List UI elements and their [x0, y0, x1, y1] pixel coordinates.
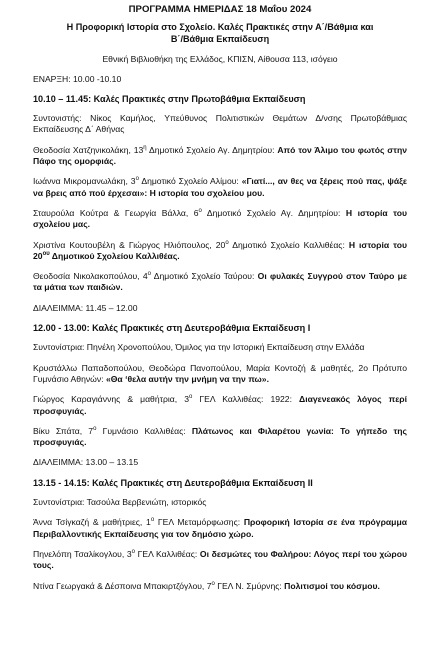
talk-speaker: Άννα Τσίγκαζή & μαθήτριες, 1 [33, 517, 151, 528]
talk-title-part: Δημοτικού Σχολείου Καλλιθέας. [49, 250, 180, 261]
talk-speaker: Γιώργος Καραγιάννης & μαθήτρια, 3 [33, 394, 189, 405]
talk-entry [33, 517, 407, 540]
opening-time: ΕΝΑΡΞΗ: 10.00 -10.10 [33, 73, 122, 84]
subtitle-line-2: Β΄/Βάθμια Εκπαίδευση [170, 34, 270, 45]
talk-school: ΓΕΛ Καλλιθέας: [135, 548, 200, 559]
ordinal-suffix: ο [147, 271, 151, 278]
talk-school: Δημοτικό Σχολείο Αγ. Δημητρίου: [146, 144, 278, 155]
ordinal-suffix: ο [198, 208, 202, 215]
talk-school: Δημοτικό Σχολείο Ταύρου: [150, 271, 258, 282]
talk-speaker: Θεοδοσία Χατζηνικολάκη, 13 [33, 144, 144, 155]
talk-speaker: Χριστίνα Κουτουβέλη & Γιώργος Ηλιόπουλος, 20 [33, 239, 226, 250]
ordinal-suffix: ου [42, 251, 50, 257]
talk-school: ΓΕΛ Καλλιθέας: 1922: [192, 394, 300, 405]
talk-title-part: Η ιστορία του 20 [33, 239, 407, 261]
venue: Εθνική Βιβλιοθήκη της Ελλάδος, ΚΠΙΣΝ, Αίθουσα 113, ισόγειο [102, 54, 338, 65]
event-subtitle [33, 21, 407, 45]
talk-school: ΓΕΛ Ν. Σμύρνης: [214, 580, 285, 591]
session-3-coordinator: Συντονίστρια: Τασούλα Βερβενιώτη, ιστορικός [33, 497, 207, 508]
talk-title: Διαγενεακός λόγος περί προσφυγιάς. [33, 394, 407, 416]
talk-entry [33, 549, 407, 572]
talk-entry [33, 363, 407, 386]
talk-entry [33, 394, 407, 417]
break-2: ΔΙΑΛΕΙΜΜΑ: 13.00 – 13.15 [33, 457, 139, 468]
talk-speaker: Θεοδοσία Νικολακοπούλου, 4 [33, 271, 148, 282]
talk-school: Γυμνάσιο Καλλιθέας: [96, 425, 192, 436]
talk-title: Προφορική Ιστορία σε ένα πρόγραμμα Περιβαλλοντικής Εκπαίδευσης για τον δημόσιο χώρο. [33, 517, 407, 539]
ordinal-suffix: ο [150, 517, 155, 524]
talk-entry [33, 145, 407, 168]
talk-speaker: Κρυστάλλω Παπαδοπούλου, Θεοδώρα Πανοπούλου, Μαρία Κοντοζή & μαθητές, 2ο Πρότυπο Γυμνάσιο Αθηνών: [33, 362, 407, 384]
break-1: ΔΙΑΛΕΙΜΜΑ: 11.45 – 12.00 [33, 302, 138, 313]
session-2-coordinator: Συντονίστρια: Πηνέλη Χρονοπούλου, Όμιλος για την Ιστορική Εκπαίδευση στην Ελλάδα [33, 342, 365, 353]
talk-title: «Γιατί..., αν θες να ξέρεις πού πας, ψάξε να βρεις από πού έρχεσαι»: Η ιστορία του σχολείου μου. [33, 176, 408, 198]
subtitle-line-1: Η Προφορική Ιστορία στο Σχολείο. Καλές Πρακτικές στην Α΄/Βάθμια και [66, 22, 374, 33]
talk-speaker: Πηνελόπη Τσαλίκογλου, 3 [33, 548, 132, 559]
session-1-coordinator: Συντονιστής: Νίκος Καμήλος, Υπεύθυνος Πολιτιστικών Θεμάτων Δ/νσης Πρωτοβάθμιας Εκπαίδευσης Δ΄ Αθήνας [33, 113, 407, 135]
talk-title: Πλάτωνος και Φιλαρέτου γωνία: Το γήπεδο της προσφυγιάς. [33, 425, 407, 448]
talk-title: Πολιτισμοί του κόσμου. [284, 580, 380, 591]
talk-title: Από τον Άλιμο του φωτός στην Πάφο της ομορφιάς. [33, 144, 407, 167]
talk-school: Δημοτικό Σχολείο Καλλιθέας: [228, 239, 349, 250]
ordinal-suffix: η [143, 144, 147, 151]
ordinal-suffix: ο [225, 239, 229, 246]
talk-title: Οι δεσμώτες του Φαλήρου: Λόγος περί του χώρου τους. [33, 548, 407, 571]
talk-entry [33, 581, 407, 592]
ordinal-suffix: ο [189, 394, 193, 401]
ordinal-suffix: ο [131, 549, 136, 556]
talk-title: «Θα ‘θελα αυτήν την μνήμη να την πω». [105, 373, 269, 384]
talk-title: Οι φυλακές Συγγρού στον Ταύρο με τα μάτια των παιδιών. [33, 271, 408, 293]
session-3-heading: 13.15 - 14.15: Καλές Πρακτικές στη Δευτεροβάθμια Εκπαίδευση ΙΙ [33, 477, 313, 488]
talk-speaker: Βίκυ Σπάτα, 7 [33, 425, 94, 436]
session-2-heading: 12.00 - 13.00: Καλές Πρακτικές στη Δευτεροβάθμια Εκπαίδευση Ι [33, 323, 311, 334]
session-1-heading: 10.10 – 11.45: Καλές Πρακτικές στην Πρωτοβάθμια Εκπαίδευση [33, 93, 306, 104]
program-title: ΠΡΟΓΡΑΜΜΑ ΗΜΕΡΙΔΑΣ 18 Μαΐου 2024 [128, 4, 312, 15]
talk-speaker: Σταυρούλα Κούτρα & Γεωργία Βάλλα, 6 [33, 207, 199, 218]
talk-school: Δημοτικό Σχολείο Αγ. Δημητρίου: [201, 207, 346, 218]
talk-speaker: Ντίνα Γεωργακά & Δέσποινα Μπακιρτζόγλου, 7 [33, 580, 212, 591]
ordinal-suffix: ο [135, 176, 139, 183]
talk-title: Η ιστορία του σχολείου μας. [33, 207, 408, 230]
talk-entry [33, 426, 407, 449]
talk-school: ΓΕΛ Μεταμόρφωσης: [154, 517, 244, 528]
talk-entry [33, 240, 407, 263]
talk-entry [33, 271, 407, 294]
talk-entry [33, 176, 407, 199]
ordinal-suffix: ο [211, 580, 215, 587]
talk-speaker: Ιωάννα Μικρομανωλάκη, 3 [33, 176, 136, 187]
talk-entry [33, 208, 407, 231]
ordinal-suffix: ο [93, 425, 97, 432]
talk-school: Δημοτικό Σχολείο Αλίμου: [138, 176, 242, 187]
